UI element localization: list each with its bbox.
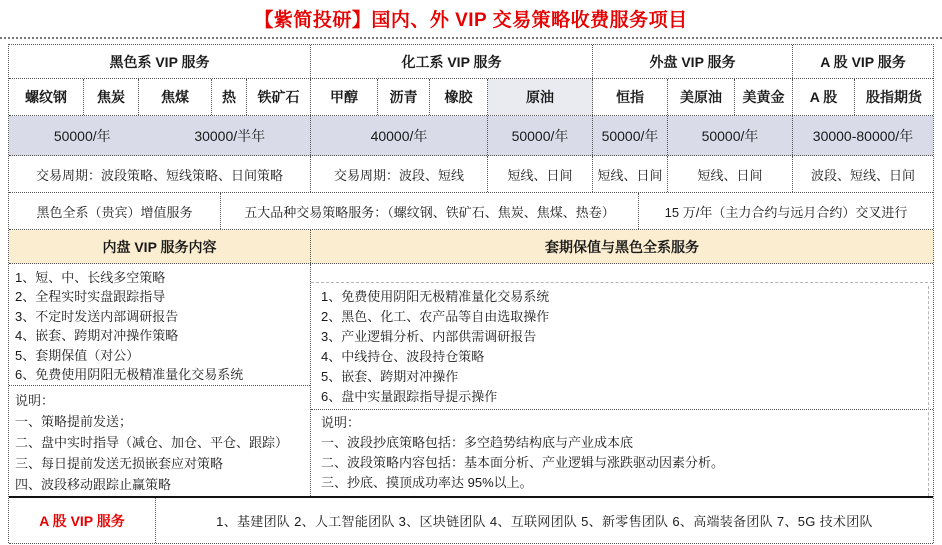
ashare-team-row: [9, 498, 933, 544]
commodity-rebar: 螺纹钢: [9, 79, 84, 115]
note-item: 二、盘中实时指导（减仓、加仓、平仓、跟踪）: [15, 435, 289, 450]
note-item: 三、抄底、摸顶成功率达 95%以上。: [321, 475, 533, 490]
price-a-share: 30000-80000/年: [812, 127, 914, 144]
period-black: 交易周期：波段策略、短线策略、日间策略: [9, 156, 311, 192]
section-header-row: [9, 230, 933, 264]
hedging-column-divider: [928, 286, 929, 496]
note-item: 二、波段策略内容包括：基本面分析、产业逻辑与涨跌驱动因素分析。: [321, 455, 725, 470]
price-row: [9, 116, 933, 156]
list-item: 2、黑色、化工、农产品等自由选取操作: [321, 309, 550, 324]
period-row: [9, 156, 933, 193]
group-header-ashare: A 股 VIP 服务: [820, 53, 906, 70]
domestic-vip-column: [9, 264, 311, 496]
price-crude: 50000/年: [488, 116, 593, 155]
period-a-share: 波段、短线、日间: [810, 167, 915, 183]
section-header-hedging: 套期保值与黑色全系服务: [545, 238, 699, 255]
value-added-cross-contract: 15 万/年（主力合约与远月合约）交叉进行: [664, 204, 908, 220]
commodity-index-futures: 股指期货: [866, 89, 922, 105]
list-item: 5、套期保值（对公）: [15, 347, 140, 363]
commodity-us-gold: 美黄金: [735, 79, 793, 115]
price-black-year: 50000/年: [53, 127, 111, 144]
note-item: 一、策略提前发送；: [15, 414, 133, 429]
domestic-notes: [9, 386, 310, 499]
price-black: [9, 116, 311, 155]
list-item: 6、盘中实量跟踪指导提示操作: [321, 389, 498, 404]
price-chem: 40000/年: [311, 116, 488, 155]
list-item: 3、不定时发送内部调研报告: [15, 308, 179, 324]
value-added-black-vip: 黑色全系（贵宾）增值服务: [9, 193, 221, 229]
domestic-service-list: [9, 264, 310, 386]
section-header-domestic: 内盘 VIP 服务内容: [9, 230, 311, 263]
list-item: 6、免费使用阴阳无极精准量化交易系统: [15, 367, 244, 383]
commodity-us-crude: 美原油: [668, 79, 735, 115]
list-item: 1、短、中、长线多空策略: [15, 270, 166, 285]
list-item: 4、嵌套、跨期对冲操作策略: [15, 328, 179, 344]
commodity-methanol: 甲醇: [311, 79, 378, 115]
service-detail-region: [9, 264, 933, 498]
hedging-service-list: [311, 283, 933, 410]
value-added-five-commodities: 五大品种交易策略服务：（螺纹钢、铁矿石、焦炭、焦煤、热卷）: [221, 193, 639, 229]
group-header-black: 黑色系 VIP 服务: [9, 45, 311, 78]
commodity-hot: 热: [212, 79, 247, 115]
note-item: 四、波段移动跟踪止赢策略: [15, 477, 172, 492]
price-us: 50000/年: [668, 116, 793, 155]
ashare-vip-label: A 股 VIP 服务: [9, 498, 156, 543]
notes-title: 说明：: [15, 393, 55, 408]
group-header-offshore: 外盘 VIP 服务: [593, 45, 793, 78]
note-item: 三、每日提前发送无损嵌套应对策略: [15, 456, 224, 471]
commodity-iron-ore: 铁矿石: [247, 79, 311, 115]
list-item: 5、嵌套、跨期对冲操作: [321, 369, 459, 384]
title-divider: [0, 37, 942, 39]
group-header-chem: 化工系 VIP 服务: [311, 45, 593, 78]
price-hsi: 50000/年: [593, 116, 668, 155]
group-header-row: [9, 45, 933, 79]
ashare-team-list: 1、基建团队 2、人工智能团队 3、区块链团队 4、互联网团队 5、新零售团队 6、高端装备团队 7、5G 技术团队: [216, 514, 873, 529]
commodity-hsi: 恒指: [593, 79, 668, 115]
list-item: 2、全程实时实盘跟踪指导: [15, 289, 166, 305]
hedging-notes: [311, 410, 933, 496]
list-item: 4、中线持仓、波段持仓策略: [321, 349, 485, 364]
commodity-coking-coal: 焦煤: [139, 79, 212, 115]
period-crude: 短线、日间: [488, 156, 593, 192]
value-added-row: [9, 193, 933, 230]
period-us: 短线、日间: [668, 156, 793, 192]
commodity-coke: 焦炭: [84, 79, 139, 115]
commodity-row: [9, 79, 933, 116]
hedging-top-gap: [311, 264, 933, 283]
commodity-a-share: A 股: [793, 79, 855, 115]
list-item: 3、产业逻辑分析、内部供需调研报告: [321, 329, 537, 344]
note-item: 一、波段抄底策略包括：多空趋势结构底与产业成本底: [321, 435, 634, 450]
vip-pricing-table: [8, 44, 934, 543]
page-title: 【紫简投研】国内、外 VIP 交易策略收费服务项目: [254, 10, 688, 31]
period-chem: 交易周期：波段、短线: [311, 156, 488, 192]
hedging-column: [311, 264, 933, 496]
commodity-crude-oil: 原油: [488, 79, 593, 115]
commodity-rubber: 橡胶: [430, 79, 488, 115]
price-black-half-year: 30000/半年: [194, 127, 266, 144]
list-item: 1、免费使用阴阳无极精准量化交易系统: [321, 289, 550, 304]
commodity-asphalt: 沥青: [378, 79, 430, 115]
period-hsi: 短线、日间: [593, 156, 668, 192]
notes-title: 说明：: [321, 415, 361, 430]
